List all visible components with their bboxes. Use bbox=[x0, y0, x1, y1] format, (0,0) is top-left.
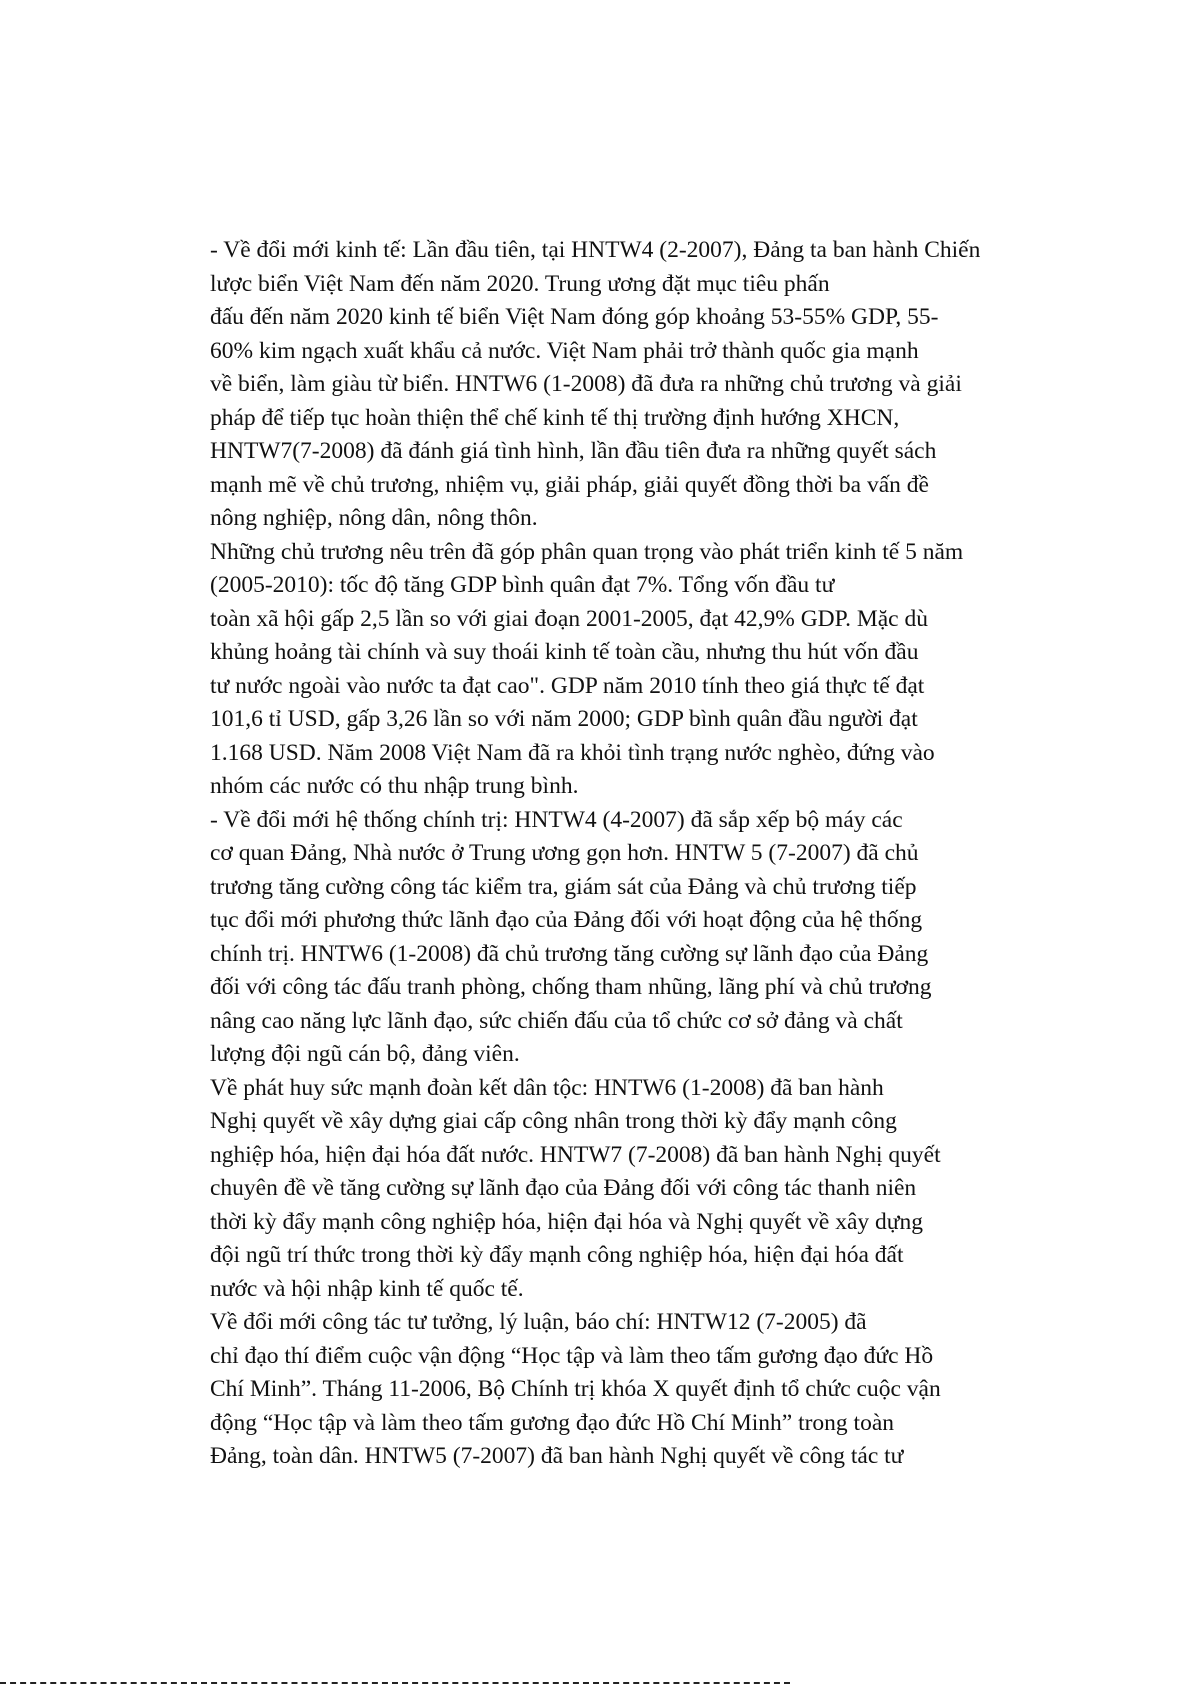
text-line: lượng đội ngũ cán bộ, đảng viên. bbox=[210, 1041, 520, 1067]
text-line: pháp để tiếp tục hoàn thiện thể chế kinh tế thị trường định hướng XHCN, bbox=[210, 404, 900, 431]
text-line: Nghị quyết về xây dựng giai cấp công nhân trong thời kỳ đẩy mạnh công bbox=[210, 1108, 897, 1134]
text-line: Về phát huy sức mạnh đoàn kết dân tộc: HNTW6 (1-2008) đã ban hành bbox=[210, 1074, 884, 1101]
text-line: động “Học tập và làm theo tấm gương đạo đức Hồ Chí Minh” trong toàn bbox=[210, 1409, 895, 1436]
text-line: Về đổi mới công tác tư tưởng, lý luận, báo chí: HNTW12 (7-2005) đã bbox=[210, 1309, 867, 1335]
text-line: chính trị. HNTW6 (1-2008) đã chủ trương tăng cường sự lãnh đạo của Đảng bbox=[210, 940, 929, 967]
text-line: lược biển Việt Nam đến năm 2020. Trung ương đặt mục tiêu phấn bbox=[210, 270, 830, 297]
text-line: nâng cao năng lực lãnh đạo, sức chiến đấu của tổ chức cơ sở đảng và chất bbox=[210, 1007, 903, 1034]
text-line: thời kỳ đẩy mạnh công nghiệp hóa, hiện đại hóa và Nghị quyết về xây dựng bbox=[210, 1208, 924, 1235]
text-line: Đảng, toàn dân. HNTW5 (7-2007) đã ban hành Nghị quyết về công tác tư bbox=[210, 1443, 904, 1469]
text-line: 101,6 tỉ USD, gấp 3,26 lần so với năm 2000; GDP bình quân đầu người đạt bbox=[210, 706, 918, 732]
text-line: về biển, làm giàu từ biển. HNTW6 (1-2008) đã đưa ra những chủ trương và giải bbox=[210, 371, 962, 397]
page-bottom-rule bbox=[0, 1682, 790, 1684]
body-text bbox=[210, 234, 1070, 1474]
text-line: toàn xã hội gấp 2,5 lần so với giai đoạn 2001-2005, đạt 42,9% GDP. Mặc dù bbox=[210, 605, 928, 632]
text-line: Chí Minh”. Tháng 11-2006, Bộ Chính trị khóa X quyết định tổ chức cuộc vận bbox=[210, 1376, 941, 1402]
text-line: 1.168 USD. Năm 2008 Việt Nam đã ra khỏi tình trạng nước nghèo, đứng vào bbox=[210, 739, 935, 766]
text-line: (2005-2010): tốc độ tăng GDP bình quân đạt 7%. Tổng vốn đầu tư bbox=[210, 572, 835, 598]
text-line: nhóm các nước có thu nhập trung bình. bbox=[210, 773, 579, 799]
text-line: tục đổi mới phương thức lãnh đạo của Đảng đối với hoạt động của hệ thống bbox=[210, 907, 923, 933]
text-line: đấu đến năm 2020 kinh tế biển Việt Nam đóng góp khoảng 53-55% GDP, 55- bbox=[210, 304, 939, 330]
text-line: - Về đổi mới hệ thống chính trị: HNTW4 (4-2007) đã sắp xếp bộ máy các bbox=[210, 806, 903, 833]
text-line: tư nước ngoài vào nước ta đạt cao". GDP năm 2010 tính theo giá thực tế đạt bbox=[210, 672, 925, 699]
text-line: khủng hoảng tài chính và suy thoái kinh tế toàn cầu, nhưng thu hút vốn đầu bbox=[210, 639, 919, 665]
text-line: nông nghiệp, nông dân, nông thôn. bbox=[210, 505, 538, 531]
text-line: đội ngũ trí thức trong thời kỳ đẩy mạnh công nghiệp hóa, hiện đại hóa đất bbox=[210, 1242, 904, 1268]
text-line: trương tăng cường công tác kiểm tra, giám sát của Đảng và chủ trương tiếp bbox=[210, 873, 917, 900]
text-line: cơ quan Đảng, Nhà nước ở Trung ương gọn hơn. HNTW 5 (7-2007) đã chủ bbox=[210, 840, 919, 866]
text-line: HNTW7(7-2008) đã đánh giá tình hình, lần đầu tiên đưa ra những quyết sách bbox=[210, 438, 937, 464]
text-line: chuyên đề về tăng cường sự lãnh đạo của Đảng đối với công tác thanh niên bbox=[210, 1175, 917, 1201]
text-line: 60% kim ngạch xuất khẩu cả nước. Việt Nam phải trở thành quốc gia mạnh bbox=[210, 337, 919, 364]
text-line: Những chủ trương nêu trên đã góp phân quan trọng vào phát triển kinh tế 5 năm bbox=[210, 538, 964, 565]
text-line: đối với công tác đấu tranh phòng, chống tham nhũng, lãng phí và chủ trương bbox=[210, 974, 932, 1000]
text-line: nghiệp hóa, hiện đại hóa đất nước. HNTW7 (7-2008) đã ban hành Nghị quyết bbox=[210, 1141, 941, 1168]
text-line: mạnh mẽ về chủ trương, nhiệm vụ, giải pháp, giải quyết đồng thời ba vấn đề bbox=[210, 471, 929, 498]
text-line: nước và hội nhập kinh tế quốc tế. bbox=[210, 1275, 524, 1302]
text-line: chỉ đạo thí điểm cuộc vận động “Học tập và làm theo tấm gương đạo đức Hồ bbox=[210, 1342, 934, 1369]
text-line: - Về đổi mới kinh tế: Lần đầu tiên, tại HNTW4 (2-2007), Đảng ta ban hành Chiến bbox=[210, 237, 981, 263]
